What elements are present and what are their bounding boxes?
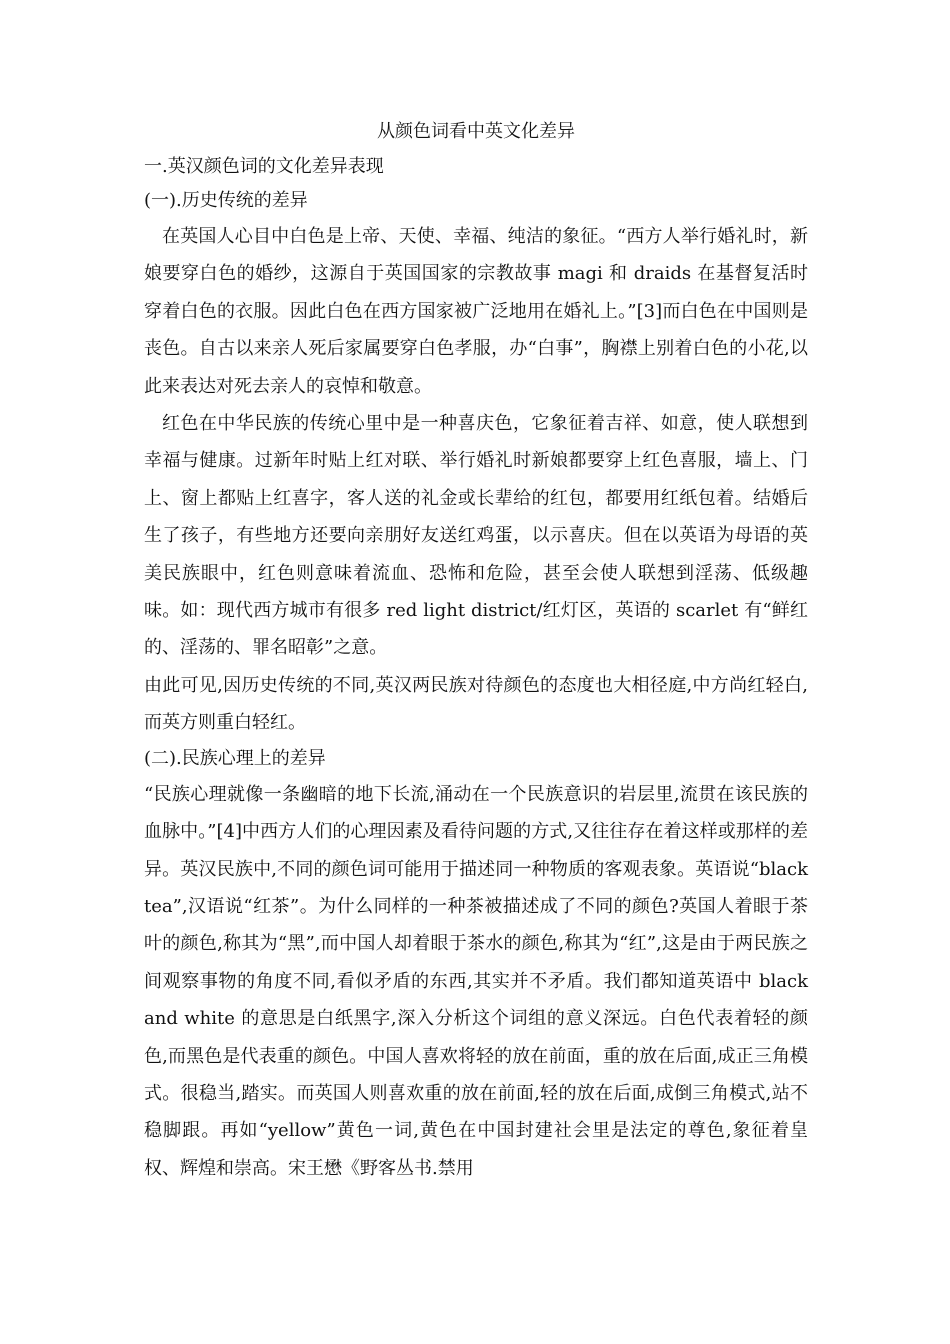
paragraph-history-summary: 由此可见,因历史传统的不同,英汉两民族对待颜色的态度也大相径庭,中方尚红轻白,而英方则重白轻红。 bbox=[144, 674, 808, 734]
paragraph-red-color: 红色在中华民族的传统心里中是一种喜庆色，它象征着吉祥、如意，使人联想到幸福与健康。过新年时贴上红对联、举行婚礼时新娘都要穿上红色喜服，墙上、门上、窗上都贴上红喜字，客人送的礼金或长辈给的红包，都要用红纸包着。结婚后生了孩子，有些地方还要向亲朋好友送红鸡蛋，以示喜庆。但在以英语为母语的英美民族眼中，红色则意味着流血、恐怖和危险，甚至会使人联想到淫荡、低级趣味。如：现代西方城市有很多 red light district/红灯区，英语的 scarlet 有“鲜红的、淫荡的、罪名昭彰”之意。 bbox=[144, 413, 808, 659]
document-body bbox=[144, 118, 808, 1187]
section-heading-psychology: (二).民族心理上的差异 bbox=[144, 747, 326, 769]
document-title: 从颜色词看中英文化差异 bbox=[377, 121, 575, 142]
section-heading-history: (一).历史传统的差异 bbox=[144, 190, 308, 211]
paragraph-psychology: “民族心理就像一条幽暗的地下长流,涌动在一个民族意识的岩层里,流贯在该民族的血脉中。”[4]中西方人们的心理因素及看待问题的方式,又往往存在着这样或那样的差异。英汉民族中,不同的颜色词可能用于描述同一种物质的客观表象。英语说“black tea”,汉语说“红茶”。为什么同样的一种茶被描述成了不同的颜色?英国人着眼于茶叶的颜色,称其为“黑”,而中国人却着眼于茶水的颜色,称其为“红”,这是由于两民族之间观察事物的角度不同,看似矛盾的东西,其实并不矛盾。我们都知道英语中 black and white 的意思是白纸黑字,深入分析这个词组的意义深远。白色代表着轻的颜色,而黑色是代表重的颜色。中国人喜欢将轻的放在前面，重的放在后面,成正三角模式。很稳当,踏实。而英国人则喜欢重的放在前面,轻的放在后面,成倒三角模式,站不稳脚跟。再如“yellow”黄色一词,黄色在中国封建社会里是法定的尊色,象征着皇权、辉煌和崇高。宋王懋《野客丛书.禁用 bbox=[144, 783, 808, 1179]
chapter-heading: 一.英汉颜色词的文化差异表现 bbox=[144, 156, 384, 177]
paragraph-white-color: 在英国人心目中白色是上帝、天使、幸福、纯洁的象征。“西方人举行婚礼时，新娘要穿白色的婚纱，这源自于英国国家的宗教故事 magi 和 draids 在基督复活时穿着白色的衣服。因此白色在西方国家被广泛地用在婚礼上。”[3]而白色在中国则是丧色。自古以来亲人死后家属要穿白色孝服，办“白事”，胸襟上别着白色的小花,以此来表达对死去亲人的哀悼和敬意。 bbox=[144, 226, 808, 397]
